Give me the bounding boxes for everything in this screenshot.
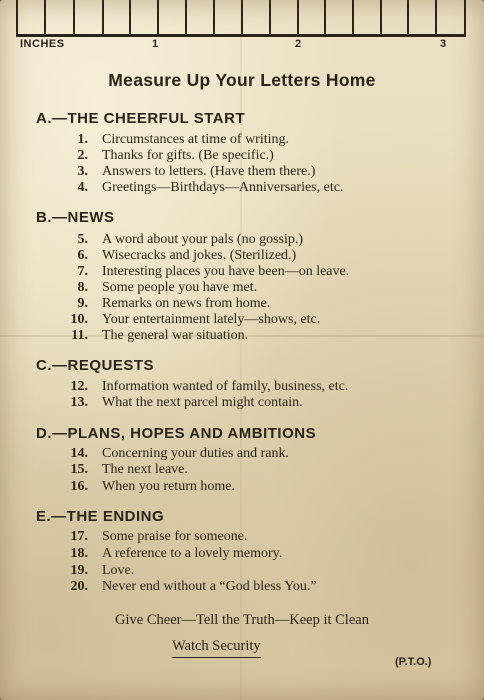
item-text: Some people you have met.	[102, 280, 258, 295]
item-text: Never end without a “God bless You.”	[102, 579, 317, 594]
list-item	[60, 479, 460, 495]
item-text: Wisecracks and jokes. (Sterilized.)	[102, 248, 297, 263]
list-item	[60, 232, 460, 248]
ruler-unit-label: INCHES	[20, 38, 65, 50]
item-text: Answers to letters. (Have them there.)	[102, 164, 316, 179]
ruler-tick	[213, 0, 215, 34]
list-item	[60, 379, 460, 395]
item-text: The next leave.	[102, 462, 188, 477]
list-item	[60, 280, 460, 296]
item-number: 14.	[70, 446, 88, 461]
list-item	[60, 328, 460, 344]
ruler-tick	[324, 0, 326, 34]
item-number: 9.	[77, 296, 88, 311]
ruler-tick	[157, 0, 159, 34]
inch-ruler	[16, 0, 466, 36]
ruler-tick	[297, 0, 299, 34]
ruler-tick	[44, 0, 46, 34]
item-text: Thanks for gifts. (Be specific.)	[102, 148, 274, 163]
list-item	[60, 395, 460, 411]
ruler-tick	[185, 0, 187, 34]
item-number: 7.	[77, 264, 88, 279]
item-text: Love.	[102, 563, 135, 578]
ruler-tick	[352, 0, 354, 34]
ruler-tick	[73, 0, 75, 34]
section-heading-cheerful-start: A.—THE CHEERFUL START	[36, 110, 246, 127]
ruler-mark-2: 2	[295, 38, 302, 50]
list-item	[60, 446, 460, 462]
ruler-tick	[102, 0, 104, 34]
section-heading-ending: E.—THE ENDING	[36, 508, 165, 525]
ruler-mark-1: 1	[152, 38, 159, 50]
item-number: 17.	[70, 529, 88, 544]
footer-motto: Give Cheer—Tell the Truth—Keep it Clean	[115, 612, 369, 628]
item-number: 15.	[70, 462, 88, 477]
list-item	[60, 248, 460, 264]
ruler-tick	[269, 0, 271, 34]
item-number: 16.	[70, 479, 88, 494]
list-item	[60, 563, 460, 579]
list-item	[60, 546, 460, 562]
item-text: Remarks on news from home.	[102, 296, 271, 311]
item-number: 2.	[77, 148, 88, 163]
ruler-tick	[380, 0, 382, 34]
paper-crease	[240, 0, 242, 700]
list-item	[60, 529, 460, 545]
footer-pto: (P.T.O.)	[395, 656, 432, 668]
item-text: When you return home.	[102, 479, 235, 494]
item-text: Interesting places you have been—on leave.	[102, 264, 350, 279]
section-heading-news: B.—NEWS	[36, 209, 115, 226]
item-number: 1.	[77, 132, 88, 147]
item-text: Information wanted of family, business, etc.	[102, 379, 349, 394]
item-number: 13.	[70, 395, 88, 410]
list-item	[60, 148, 460, 164]
item-number: 6.	[77, 248, 88, 263]
list-item	[60, 180, 460, 196]
item-number: 20.	[70, 579, 88, 594]
item-number: 19.	[70, 563, 88, 578]
list-item	[60, 164, 460, 180]
list-item	[60, 579, 460, 595]
item-number: 12.	[70, 379, 88, 394]
list-item	[60, 296, 460, 312]
list-item	[60, 132, 460, 148]
item-number: 8.	[77, 280, 88, 295]
item-text: Concerning your duties and rank.	[102, 446, 290, 461]
list-item	[60, 462, 460, 478]
section-heading-requests: C.—REQUESTS	[36, 357, 155, 374]
footer-security-note: Watch Security	[172, 638, 261, 658]
ruler-tick	[435, 0, 437, 34]
ruler-baseline	[16, 34, 466, 37]
item-number: 18.	[70, 546, 88, 561]
item-number: 10.	[70, 312, 88, 327]
ruler-tick	[129, 0, 131, 34]
item-text: A word about your pals (no gossip.)	[102, 232, 304, 247]
item-text: Your entertainment lately—shows, etc.	[102, 312, 321, 327]
item-text: A reference to a lovely memory.	[102, 546, 283, 561]
item-text: The general war situation.	[102, 328, 249, 343]
item-number: 11.	[71, 328, 88, 343]
list-item	[60, 264, 460, 280]
item-text: Circumstances at time of writing.	[102, 132, 290, 147]
ruler-mark-3: 3	[440, 38, 447, 50]
page-title: Measure Up Your Letters Home	[108, 70, 376, 90]
section-heading-plans: D.—PLANS, HOPES AND AMBITIONS	[36, 425, 317, 442]
item-text: Some praise for someone.	[102, 529, 248, 544]
item-number: 3.	[77, 164, 88, 179]
item-number: 4.	[77, 180, 88, 195]
ruler-tick	[241, 0, 243, 34]
list-item	[60, 312, 460, 328]
item-number: 5.	[77, 232, 88, 247]
item-text: What the next parcel might contain.	[102, 395, 303, 410]
item-text: Greetings—Birthdays—Anniversaries, etc.	[102, 180, 344, 195]
ruler-tick	[407, 0, 409, 34]
